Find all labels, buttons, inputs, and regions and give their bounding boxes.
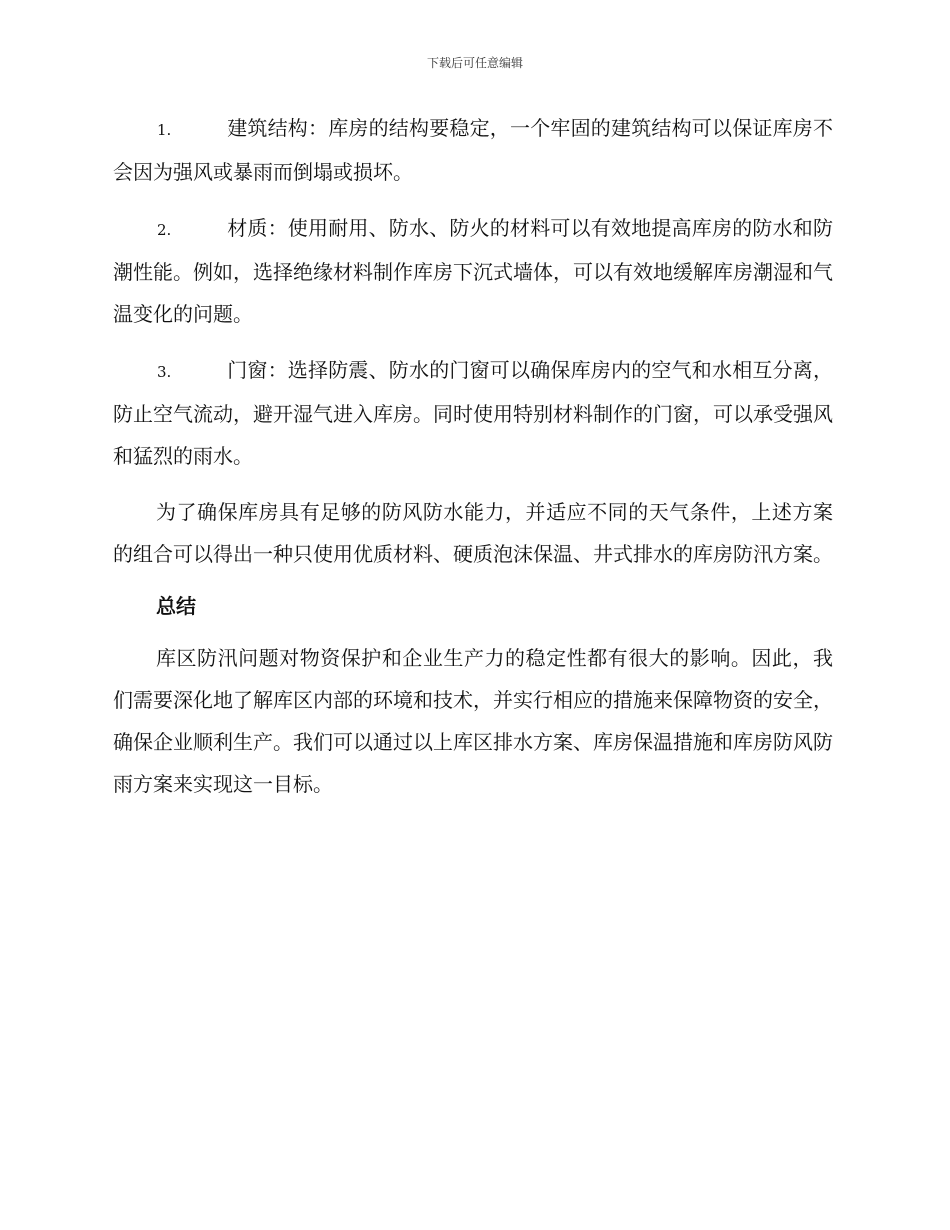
list-item [113, 349, 833, 477]
list-item-text: 材质：使用耐用、防水、防火的材料可以有效地提高库房的防水和防潮性能。例如，选择绝缘材料制作库房下沉式墙体，可以有效地缓解库房潮湿和气温变化的问题。 [113, 216, 833, 326]
body-paragraph: 库区防汛问题对物资保护和企业生产力的稳定性都有很大的影响。因此，我们需要深化地了解库区内部的环境和技术，并实行相应的措施来保障物资的安全，确保企业顺利生产。我们可以通过以上库区排水方案、库房保温措施和库房防风防雨方案来实现这一目标。 [113, 646, 833, 796]
list-item [113, 207, 833, 335]
body-paragraph: 为了确保库房具有足够的防风防水能力，并适应不同的天气条件，上述方案的组合可以得出一种只使用优质材料、硬质泡沫保温、井式排水的库房防汛方案。 [113, 500, 833, 566]
list-number: 3. [157, 363, 172, 381]
document-body [113, 107, 833, 815]
list-number: 1. [157, 121, 172, 139]
page-header: 下载后可任意编辑 [426, 56, 523, 70]
list-item-text: 建筑结构：库房的结构要稳定，一个牢固的建筑结构可以保证库房不会因为强风或暴雨而倒塌或损坏。 [113, 116, 833, 184]
section-heading: 总结 [156, 594, 196, 618]
list-number: 2. [157, 221, 172, 239]
list-item-text: 门窗：选择防震、防水的门窗可以确保库房内的空气和水相互分离，防止空气流动，避开湿气进入库房。同时使用特别材料制作的门窗，可以承受强风和猛烈的雨水。 [113, 358, 833, 468]
list-item [113, 107, 833, 193]
